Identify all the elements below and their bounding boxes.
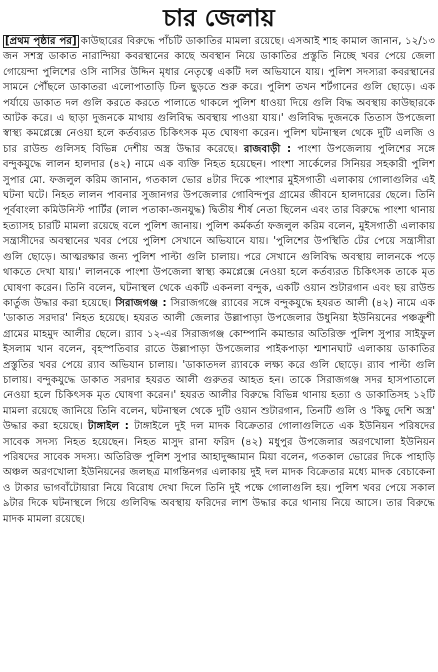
- city-label-rajbari: রাজবাড়ী :: [243, 143, 292, 155]
- continuation-label: [প্রথম পৃষ্ঠার পর]: [5, 36, 77, 47]
- paragraph-rajbari: পাংশা উপজেলায় পুলিশের সঙ্গে বন্দুকযুদ্ধে লালন হালদার (৪২) নামে এক ব্যক্তি নিহত হয়েছেন। পাংশা সার্কেলের সিনিয়র সহকারী পুলিশ সুপার মো. ফজলুল করিম জানান, গতকাল ভোর ৪টার দিকে পাংশার মুইসগাতী এলাকায় গোলাগুলির এই ঘটনা ঘটে। নিহত লালন পাবনার সুজানগর উপজেলার গোবিন্দপুর গ্রামের জীবনে হালদারের ছেলে। তিনি পূর্ববাংলা কমিউনিস্ট পার্টির (লাল পতাকা-জনযুদ্ধ) দ্বিতীয় শীর্ষ নেতা ছিলেন এবং তার বিরুদ্ধে পাংশা থানায় হত্যাসহ চারটি মামলা রয়েছে বলে পুলিশ জানায়। পুলিশ কর্মকর্তা ফজলুল করিম বলেন, মুইসগাতী এলাকায় সন্ত্রাসীদের অবস্থানের খবর পেয়ে পুলিশ সেখানে অভিযানে যায়। 'পুলিশের উপস্থিতি টের পেয়ে সন্ত্রাসীরা গুলি ছোড়ে। আত্মরক্ষার জন্য পুলিশ পাল্টা গুলি চালায়। পরে সেখানে গুলিবিদ্ধ অবস্থায় লালনকে পড়ে থাকতে দেখা যায়।' লালনকে পাংশা উপজেলা স্বাস্থ্য কমপ্লেক্সে নেওয়া হলে কর্তব্যরত চিকিৎসক তাকে মৃত ঘোষণা করেন। তিনি বলেন, ঘটনাস্থল থেকে একটি একনলা বন্দুক, একটি ওয়ান শুটারগান এবং ছয় রাউন্ড কার্তুজ উদ্ধার করা হয়েছে।: [3, 143, 435, 309]
- paragraph-sirajganj: সিরাজগঞ্জে র‌্যাবের সঙ্গে বন্দুকযুদ্ধে হযরত আলী (৪২) নামে এক 'ডাকাত সরদার' নিহত হয়েছে। হযরত আলী জেলার উল্লাপাড়া উপজেলার উধুনিয়া ইউনিয়নের পঞ্চক্রুশী গ্রামের মাহমুদ আলীর ছেলে। র‌্যাব ১২-এর সিরাজগঞ্জ কোম্পানি কমান্ডার অতিরিক্ত পুলিশ সুপার সাইফুল ইসলাম খান বলেন, বৃহস্পতিবার রাতে উল্লাপাড়া উপজেলার পাইকপাড়া শ্মশানঘাট এলাকায় ডাকাতির প্রস্তুতির খবর পেয়ে র‌্যাব অভিযান চালায়। 'ডাকাতদল র‌্যাবকে লক্ষ্য করে গুলি ছোড়ে। র‌্যাব পাল্টা গুলি চালায়। বন্দুকযুদ্ধে ডাকাত সরদার হযরত আলী গুরুতর আহত হন। তাকে সিরাজগঞ্জ সদর হাসপাতালে নেওয়া হলে চিকিৎসক মৃত ঘোষণা করেন।' হযরত আলীর বিরুদ্ধে বিভিন্ন থানায় হত্যা ও ডাকাতিসহ ১২টি মামলা রয়েছে জানিয়ে তিনি বলেন, ঘটনাস্থল থেকে দুটি ওয়ান শুটারগান, তিনটি গুলি ও 'কিছু দেশি অস্ত্র' উদ্ধার করা হয়েছে।: [3, 297, 435, 433]
- city-label-sirajganj: সিরাজগঞ্জ :: [115, 297, 167, 309]
- paragraph-brahmanbaria: কাউছারের বিরুদ্ধে পাঁচটি ডাকাতির মামলা রয়েছে। এসআই শাহ কামাল জানান, ১২/১৩ জন সশস্ত্র ডাকাত নারান্দিয়া কবরস্থানের কাছে অবস্থান নিয়ে ডাকাতির প্রস্তুতি নিচ্ছে খবর পেয়ে জেলা গোয়েন্দা পুলিশের ওসি নাসির উদ্দিন মৃধার নেতৃত্বে একটি দল অভিযানে যায়। পুলিশ সদস্যরা কবরস্থানের সামনে পৌঁছলে ডাকাতরা এলোপাতাড়ি ঢিল ছুড়তে শুরু করে। পুলিশ তখন শর্টগানের গুলি ছোড়ে। এক পর্যায়ে ডাকাত দল গুলি করতে করতে পালাতে থাকলে পুলিশ ধাওয়া দিয়ে গুলি বিদ্ধ অবস্থায় কাউছারকে আটক করে। এ ছাড়া দুজনকে মাথায় গুলিবিদ্ধ অবস্থায় পাওয়া যায়।' গুলিবিদ্ধ দুজনকে তিতাস উপজেলা স্বাস্থ্য কমপ্লেক্সে নেওয়া হলে কর্তব্যরত চিকিৎসক মৃত ঘোষণা করেন। পুলিশ ঘটনাস্থল থেকে দুটি এলজি ও চার রাউন্ড গুলিসহ বিভিন্ন দেশীয় অস্ত্র উদ্ধার করেছে।: [3, 36, 435, 155]
- headline: চার জেলায়: [163, 3, 275, 32]
- article-body: [3, 34, 435, 527]
- paragraph-tangail: টাঙ্গাইলে দুই দল মাদক বিক্রেতার গোলাগুলিতে এক ইউনিয়ন পরিষদের সাবেক সদস্য নিহত হয়েছেন। নিহত মাসুদ রানা ফরিদ (৪২) মধুপুর উপজেলার অরণখোলা ইউনিয়ন পরিষদের সাবেক সদস্য। অতিরিক্ত পুলিশ সুপার আহাদুজ্জামান মিয়া বলেন, গতকাল ভোরের দিকে পাহাড়ি অঞ্চল অরণখোলা ইউনিয়নের জলছত্র মাগন্তিনগর এলাকায় দুই দল মাদক বিক্রেতার মধ্যে মাদক বেচাকেনা ও টাকার ভাগবাঁটোয়ারা নিয়ে বিরোধ দেখা দিলে তিনি দুই পক্ষে গোলাগুলি হয়। পুলিশ খবর পেয়ে সকাল ৯টার দিকে ঘটনাস্থলে গিয়ে গুলিবিদ্ধ অবস্থায় ফরিদের লাশ উদ্ধার করে থানায় নিয়ে আসে। তার বিরুদ্ধে মাদক মামলা রয়েছে।: [3, 421, 435, 525]
- city-label-tangail: টাঙ্গাইল :: [88, 421, 129, 433]
